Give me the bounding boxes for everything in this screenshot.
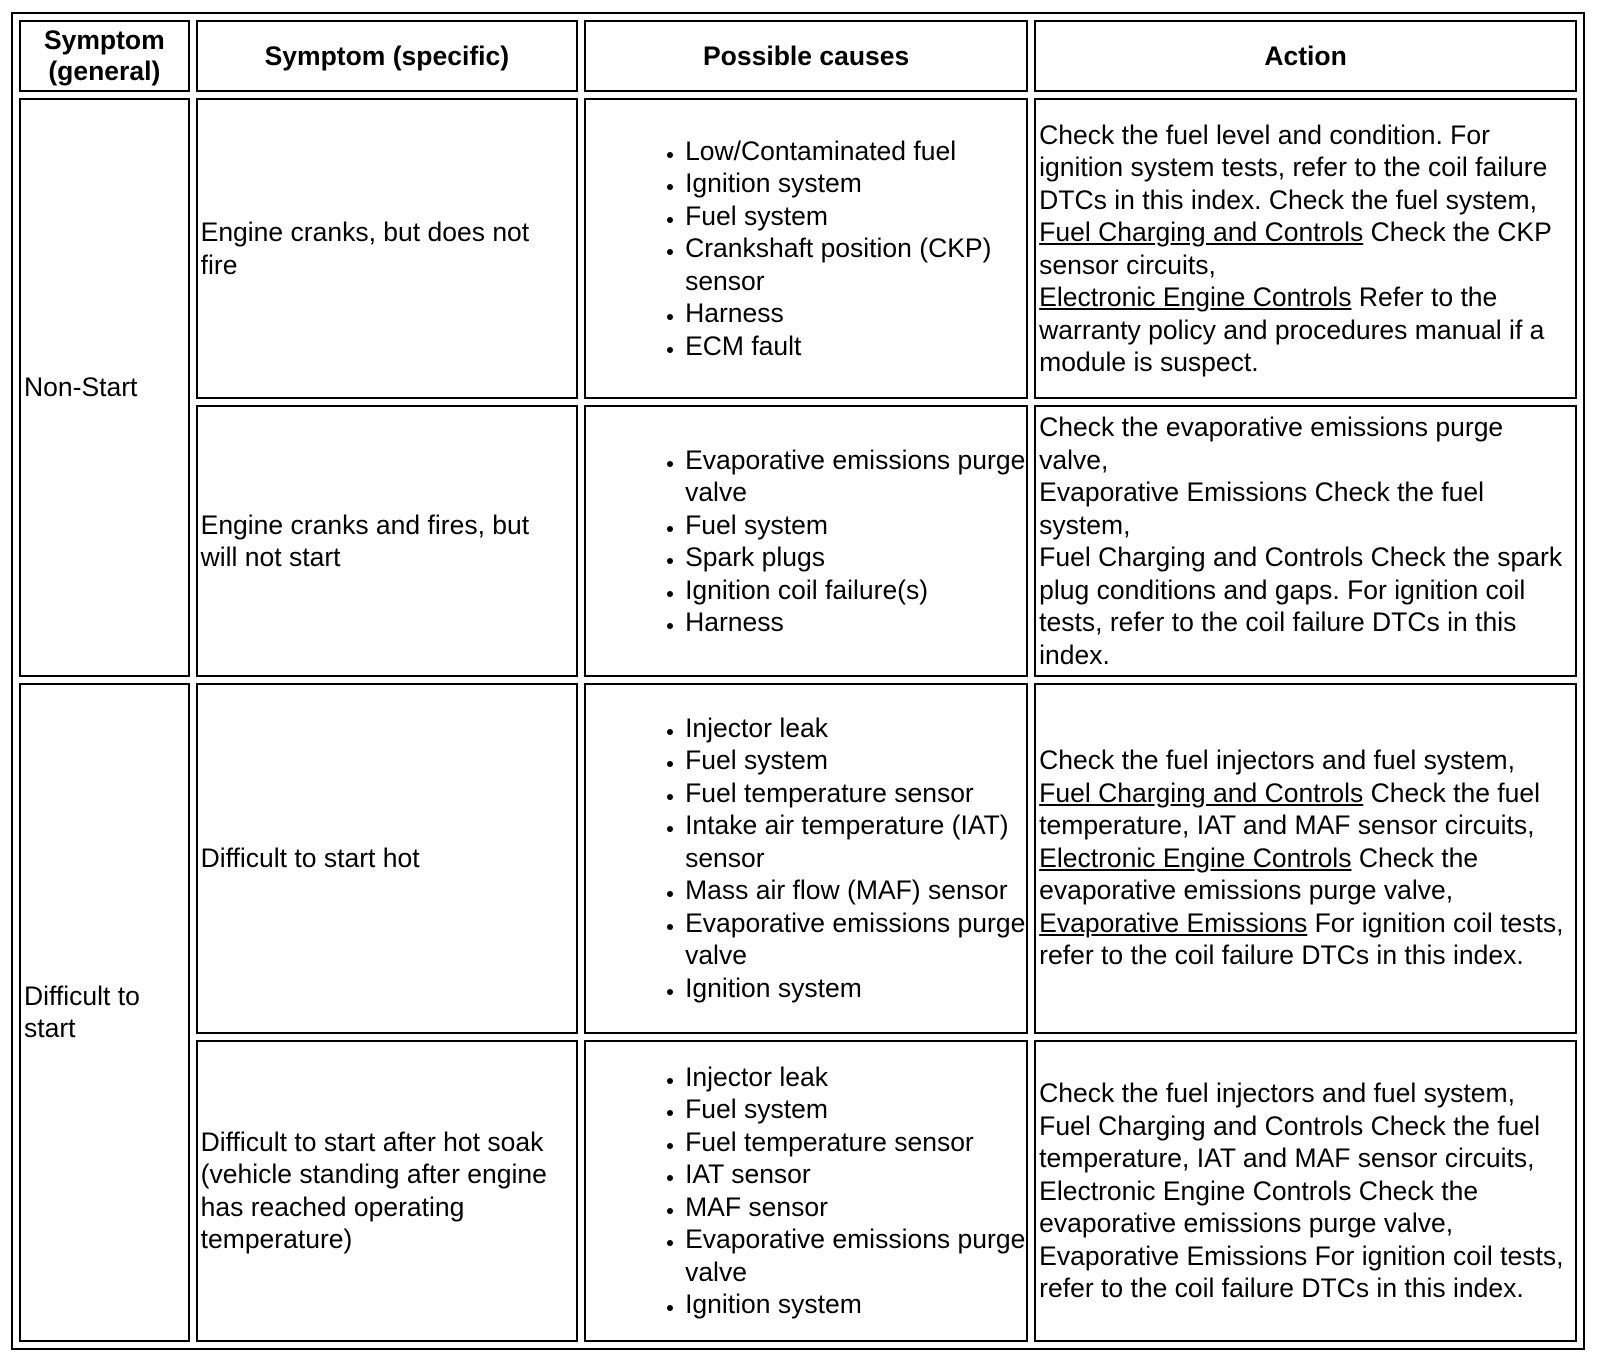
cause-item: • Ignition system (685, 167, 1026, 200)
action-text: Evaporative Emissions Check the fuel system, (1039, 477, 1484, 540)
action-cell (1034, 98, 1577, 399)
cause-item: • Fuel system (685, 1093, 1026, 1126)
causes-list (586, 135, 1026, 363)
possible-causes-cell (584, 405, 1028, 677)
action-text: For ignition coil tests, refer to the coil failure DTCs in this index. (1039, 907, 1564, 971)
cause-item: • Fuel system (685, 200, 1026, 233)
action-cell (1034, 683, 1577, 1034)
action-text: Check the fuel temperature, IAT and MAF sensor circuits, (1039, 777, 1541, 841)
cause-item: • Injector leak (685, 712, 1026, 745)
cause-item: • Fuel temperature sensor (685, 777, 1026, 810)
evaporative-emissions-link[interactable]: Evaporative Emissions (1039, 907, 1308, 938)
cause-item: • Fuel system (685, 744, 1026, 777)
possible-causes-cell (584, 683, 1028, 1034)
general-symptom-cell: Non-Start (19, 98, 190, 677)
cause-item: • Ignition system (685, 972, 1026, 1005)
possible-causes-cell (584, 1040, 1028, 1342)
cause-item: • Crankshaft position (CKP) sensor (685, 232, 1026, 297)
causes-list (586, 1061, 1026, 1321)
cause-item: • Mass air flow (MAF) sensor (685, 874, 1026, 907)
action-cell (1034, 405, 1577, 677)
table-row (19, 405, 1577, 677)
action-text: Refer to the warranty policy and procedures manual if a module is suspect. (1039, 282, 1545, 378)
electronic-engine-controls-link[interactable]: Electronic Engine Controls (1039, 842, 1352, 873)
causes-list (586, 444, 1026, 639)
cause-item: • Evaporative emissions purge valve (685, 907, 1026, 972)
cause-item: • MAF sensor (685, 1191, 1026, 1224)
symptom-table (11, 12, 1585, 1350)
cause-item: • Ignition coil failure(s) (685, 574, 1026, 607)
action-text: Fuel Charging and Controls Check the fuel temperature, IAT and MAF sensor circuits, (1039, 1110, 1541, 1174)
specific-symptom-cell: Engine cranks, but does not fire (196, 98, 578, 399)
action-text: Electronic Engine Controls Check the evaporative emissions purge valve, (1039, 1175, 1479, 1239)
header-row (19, 20, 1577, 92)
action-text: Check the fuel injectors and fuel system, (1039, 1078, 1515, 1109)
cause-item: • IAT sensor (685, 1158, 1026, 1191)
cause-item: • Low/Contaminated fuel (685, 135, 1026, 168)
cause-item: • Harness (685, 297, 1026, 330)
action-text: Evaporative Emissions For ignition coil tests, refer to the coil failure DTCs in this index. (1039, 1240, 1564, 1304)
possible-causes-cell (584, 98, 1028, 399)
header-action: Action (1034, 20, 1577, 92)
cause-item: • Fuel temperature sensor (685, 1126, 1026, 1159)
action-text: Fuel Charging and Controls Check the spark plug conditions and gaps. For ignition coil tests, refer to the coil failure DTCs in this index. (1039, 542, 1563, 670)
cause-item: • Evaporative emissions purge valve (685, 1223, 1026, 1288)
action-text: Check the CKP sensor circuits, (1039, 217, 1552, 280)
specific-symptom-cell: Difficult to start after hot soak (vehicle standing after engine has reached operating temperature) (196, 1040, 578, 1342)
table-row (19, 1040, 1577, 1342)
cause-item: • Intake air temperature (IAT) sensor (685, 809, 1026, 874)
cause-item: • Evaporative emissions purge valve (685, 444, 1026, 509)
action-cell (1034, 1040, 1577, 1342)
table-row (19, 98, 1577, 399)
action-text: Check the fuel injectors and fuel system, (1039, 745, 1515, 776)
cause-item: • Harness (685, 606, 1026, 639)
cause-item: • Injector leak (685, 1061, 1026, 1094)
header-causes: Possible causes (584, 20, 1028, 92)
action-text: Check the evaporative emissions purge valve, (1039, 412, 1504, 475)
header-specific: Symptom (specific) (196, 20, 578, 92)
cause-item: • Spark plugs (685, 541, 1026, 574)
table-row (19, 683, 1577, 1034)
action-text: Check the fuel level and condition. For ignition system tests, refer to the coil failure DTCs in this index. Check the fuel system, (1039, 119, 1548, 215)
general-symptom-cell: Difficult to start (19, 683, 190, 1342)
action-text: Check the evaporative emissions purge valve, (1039, 842, 1479, 906)
causes-list (586, 712, 1026, 1005)
fuel-charging-link[interactable]: Fuel Charging and Controls (1039, 217, 1364, 248)
fuel-charging-link[interactable]: Fuel Charging and Controls (1039, 777, 1364, 808)
header-general: Symptom (general) (19, 20, 190, 92)
cause-item: • ECM fault (685, 330, 1026, 363)
cause-item: • Ignition system (685, 1288, 1026, 1321)
cause-item: • Fuel system (685, 509, 1026, 542)
specific-symptom-cell: Difficult to start hot (196, 683, 578, 1034)
specific-symptom-cell: Engine cranks and fires, but will not start (196, 405, 578, 677)
electronic-engine-controls-link[interactable]: Electronic Engine Controls (1039, 282, 1352, 313)
